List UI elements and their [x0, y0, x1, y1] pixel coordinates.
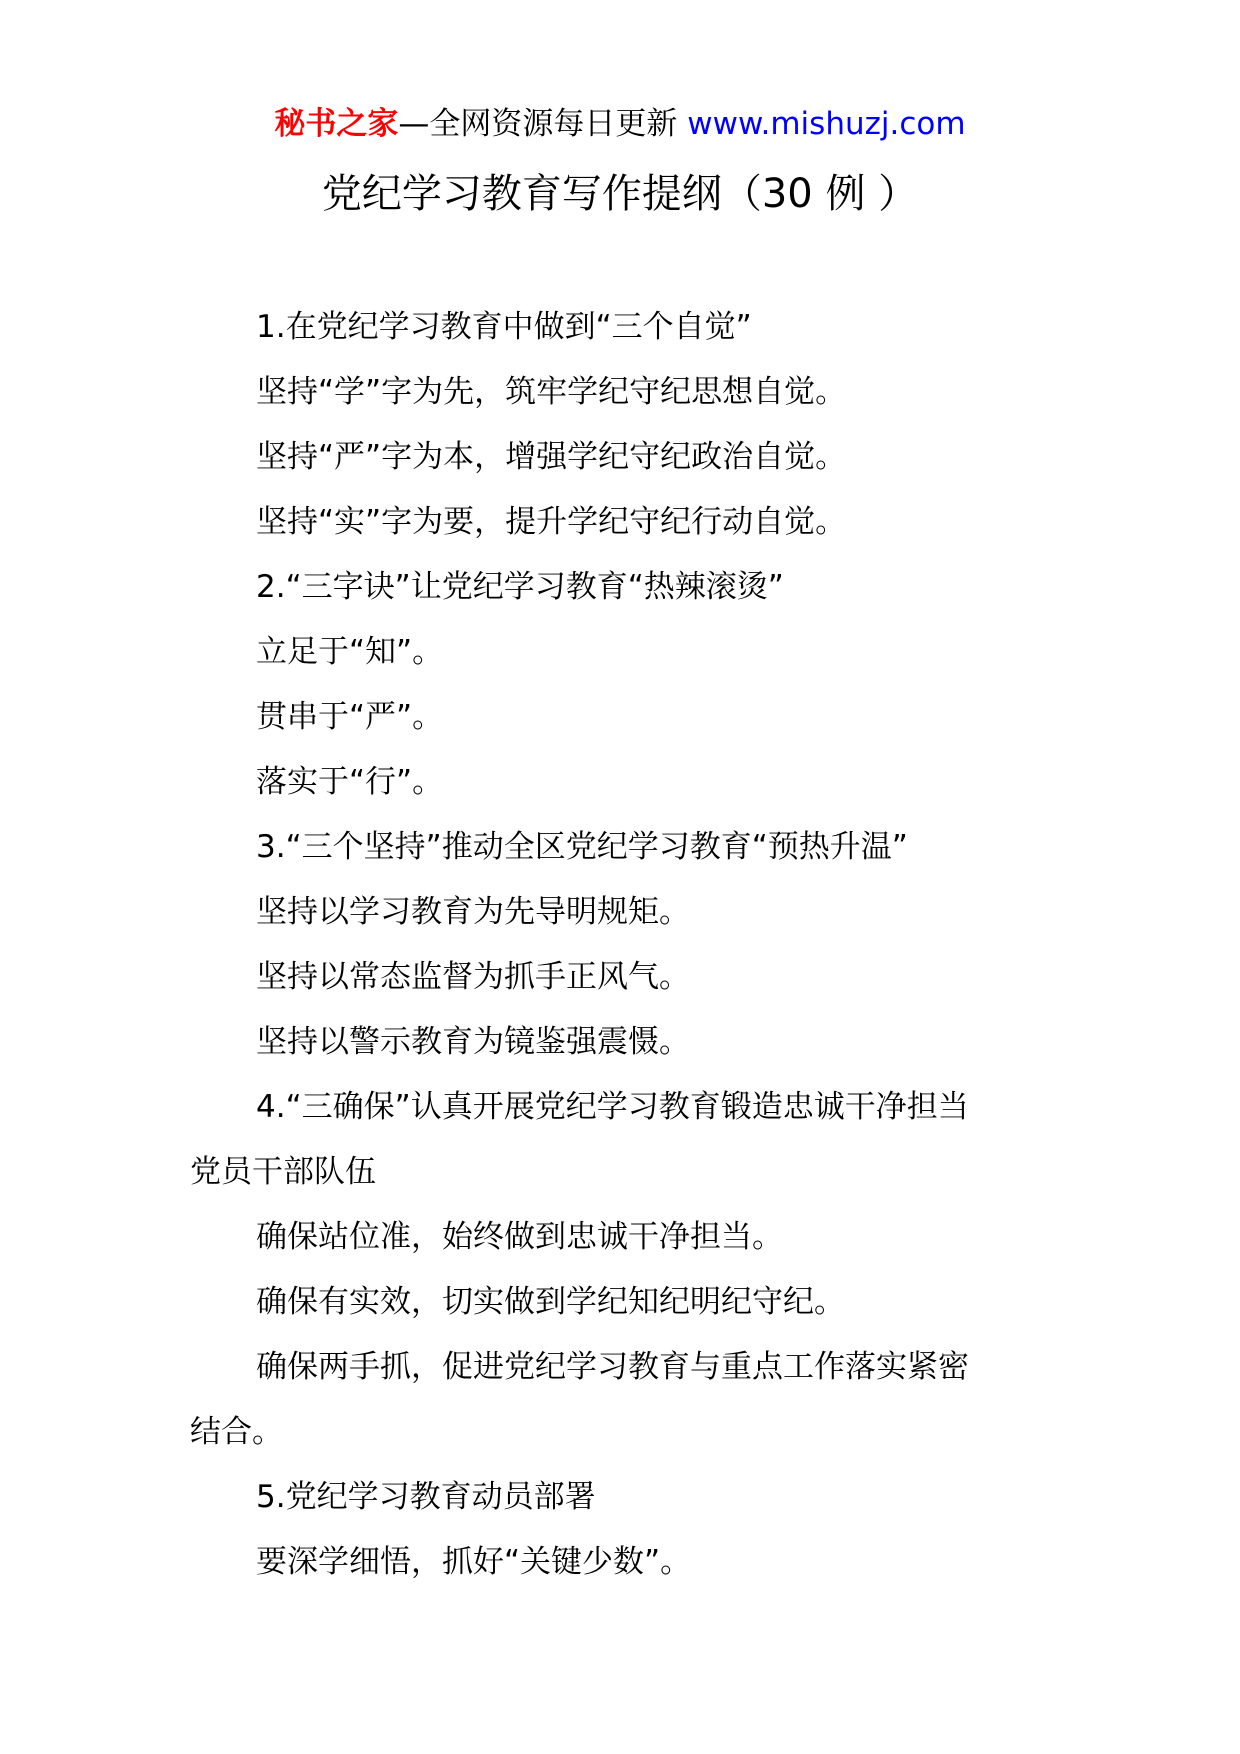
body-line: 落实于“行”。 — [256, 764, 444, 800]
body-line: 要深学细悟，抓好“关键少数”。 — [256, 1544, 692, 1580]
body-line: 确保有实效，切实做到学纪知纪明纪守纪。 — [256, 1284, 845, 1320]
body-line: 确保两手抓，促进党纪学习教育与重点工作落实紧密 — [256, 1349, 969, 1385]
section-heading-4-continued: 党员干部队伍 — [190, 1154, 376, 1190]
body-line-continued: 结合。 — [190, 1414, 283, 1450]
site-tagline: —全网资源每日更新 — [398, 106, 688, 142]
section-heading-4: 4.“三确保”认真开展党纪学习教育锻造忠诚干净担当 — [256, 1089, 969, 1125]
body-line: 立足于“知”。 — [256, 634, 444, 670]
site-brand: 秘书之家 — [274, 106, 399, 142]
section-heading-2: 2.“三字诀”让党纪学习教育“热辣滚烫” — [256, 569, 784, 605]
document-title: 党纪学习教育写作提纲（30 例 ） — [321, 171, 919, 217]
body-line: 确保站位准，始终做到忠诚干净担当。 — [256, 1219, 783, 1255]
section-heading-3: 3.“三个坚持”推动全区党纪学习教育“预热升温” — [256, 829, 908, 865]
body-line: 贯串于“严”。 — [256, 699, 444, 735]
document-body — [190, 295, 1070, 1595]
body-line: 坚持“学”字为先，筑牢学纪守纪思想自觉。 — [256, 374, 847, 410]
site-header — [0, 101, 1240, 147]
body-line: 坚持以学习教育为先导明规矩。 — [256, 894, 690, 930]
body-line: 坚持以警示教育为镜鉴强震慑。 — [256, 1024, 690, 1060]
body-line: 坚持以常态监督为抓手正风气。 — [256, 959, 690, 995]
body-line: 坚持“实”字为要，提升学纪守纪行动自觉。 — [256, 504, 847, 540]
site-url-link[interactable]: www.mishuzj.com — [687, 106, 966, 142]
body-line: 坚持“严”字为本，增强学纪守纪政治自觉。 — [256, 439, 847, 475]
section-heading-1: 1.在党纪学习教育中做到“三个自觉” — [256, 309, 752, 345]
section-heading-5: 5.党纪学习教育动员部署 — [256, 1479, 596, 1515]
